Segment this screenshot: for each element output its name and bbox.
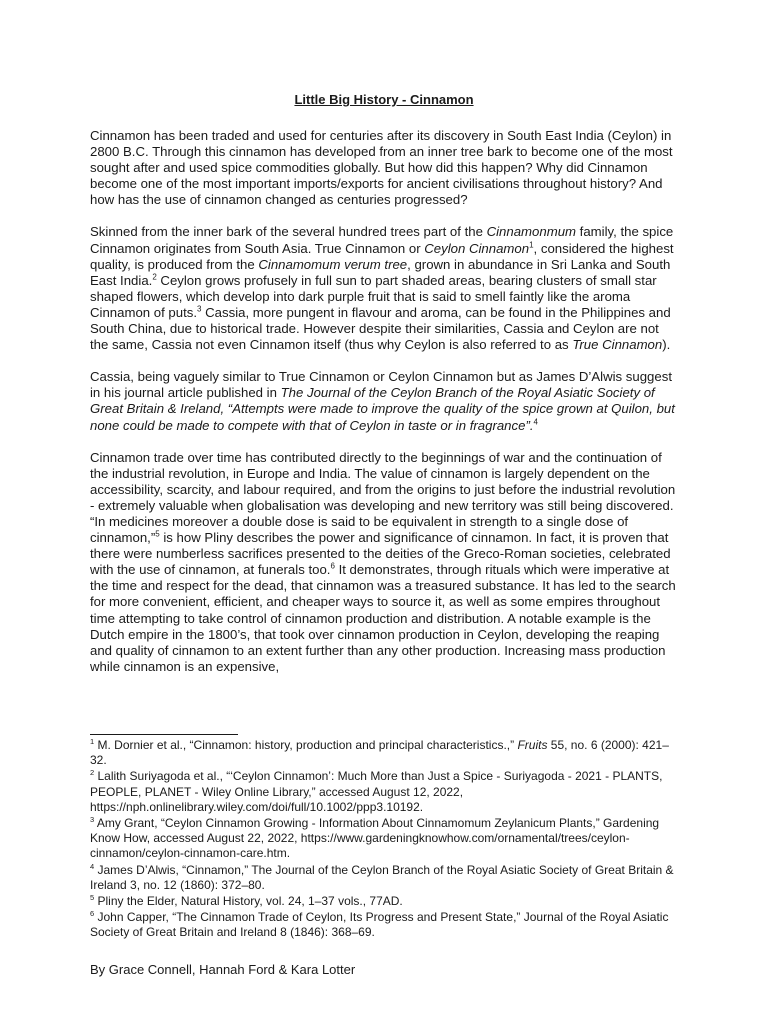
- page-title: Little Big History - Cinnamon: [294, 92, 474, 107]
- footnote: [90, 894, 680, 909]
- footnote-text: John Capper, “The Cinnamon Trade of Ceylon, Its Progress and Present State,” Journal of the Royal Asiatic Society of Great Britain and Ireland 8 (1846): 368–69.: [90, 910, 669, 940]
- footnote-ref-1[interactable]: 1: [529, 240, 534, 250]
- footnote-text: Lalith Suriyagoda et al., “‘Ceylon Cinnamon’: Much More than Just a Spice - Suriyagoda - 2021 - PLANTS, PEOPLE, PLANET - Wiley Online Library,” accessed August 12, 2022, https://nph.onlinelibrary.wiley.com/doi/full/10.1002/ppp3.10192.: [90, 769, 663, 814]
- footnote-text: Amy Grant, “Ceylon Cinnamon Growing - Information About Cinnamomum Zeylanicum Plants,” Gardening Know How, accessed August 22, 2022, https://www.gardeningknowhow.com/ornamental/trees/ceylon-cinnamon/ceylon-cinnamon-care.htm.: [90, 816, 660, 861]
- body-text: [90, 128, 680, 691]
- footnote-text: M. Dornier et al., “Cinnamon: history, production and principal characteristics.,”: [94, 738, 518, 752]
- paragraph-intro: Cinnamon has been traded and used for centuries after its discovery in South East India (Ceylon) in 2800 B.C. Through this cinnamon has developed from an inner tree bark to become one of the most sought after and used spice commodities globally. But how did this happen? Why did Cinnamon become one of the most important imports/exports for ancient civilisations throughout history? And how has the use of cinnamon changed as centuries progressed?: [90, 128, 673, 208]
- authors-line: By Grace Connell, Hannah Ford & Kara Lotter: [90, 962, 356, 977]
- footnote-number: 3: [90, 815, 95, 825]
- footnote-text-italic: Fruits: [517, 738, 548, 752]
- footnote-number: 2: [90, 768, 95, 778]
- paragraph-cassia: [90, 369, 680, 433]
- footnote-number: 5: [90, 893, 95, 903]
- text-run: It demonstrates, through rituals which were imperative at the time and respect for the dead, that cinnamon was a treasured substance. It has led to the search for more convenient, efficient, and cheaper ways to source it, as well as some empires throughout time attempting to take control of cinnamon production and distribution. A notable example is the Dutch empire in the 1800’s, that took over cinnamon production in Ceylon, developing the reaping and quality of cinnamon to an extent further than any other production. Increasing mass production while cinnamon is an expensive,: [90, 562, 676, 674]
- footnote-divider: [90, 734, 238, 735]
- footnote-number: 4: [90, 861, 95, 871]
- text-run: family, the spice Cinnamon originates from South Asia. True Cinnamon or: [90, 224, 674, 256]
- text-run: Cinnamon trade over time has contributed directly to the beginnings of war and the continuation of the industrial revolution, in Europe and India. The value of cinnamon is largely dependent on the accessibility, scarcity, and labour required, and from the origins to just before the industrial revolution - extremely valuable when globalisation was developing and new territory was still being discovered. “In medicines moreover a double dose is said to be equivalent in strength to a single dose of cinnamon,”: [90, 449, 676, 546]
- footnote: [90, 769, 680, 815]
- footnote-text: James D’Alwis, “Cinnamon,” The Journal of the Ceylon Branch of the Royal Asiatic Society of Great Britain & Ireland 3, no. 12 (1860): 372–80.: [90, 862, 674, 892]
- text-run-italic: True Cinnamon: [572, 337, 663, 353]
- footnotes: [90, 738, 680, 942]
- text-run-italic: Cinnamonmum: [486, 224, 577, 240]
- footnote-ref-6[interactable]: 6: [330, 561, 335, 571]
- footnote: [90, 863, 680, 893]
- paragraph-trade: [90, 450, 680, 675]
- text-run-italic: Ceylon Cinnamon: [424, 240, 530, 256]
- footnote-ref-5[interactable]: 5: [155, 529, 160, 539]
- footnote: [90, 738, 680, 768]
- text-run-italic: The Journal of the Ceylon Branch of the Royal Asiatic Society of Great Britain & Ireland, “Attempts were made to improve the quality of the spice grown at Quilon, but none could be made to compete with that of Ceylon in taste or in fragrance”.: [90, 385, 675, 433]
- footnote-ref-2[interactable]: 2: [152, 272, 157, 282]
- text-run: ).: [662, 337, 671, 353]
- text-run: Cassia, more pungent in flavour and aroma, can be found in the Philippines and South China, due to historical trade. However despite their similarities, Cassia and Ceylon are not the same, Cassia not even Cinnamon itself (thus why Ceylon is also referred to as: [90, 304, 671, 353]
- text-run: Skinned from the inner bark of the several hundred trees part of the: [90, 224, 487, 240]
- footnote-text: Pliny the Elder, Natural History, vol. 24, 1–37 vols., 77AD.: [94, 894, 403, 909]
- text-run: , grown in abundance in Sri Lanka and South East India.: [90, 256, 671, 288]
- footnote: [90, 816, 680, 862]
- footnote: [90, 910, 680, 940]
- footnote-number: 6: [90, 909, 95, 919]
- footnote-ref-3[interactable]: 3: [197, 304, 202, 314]
- text-run: is how Pliny describes the power and significance of cinnamon. In fact, it is proven that there were numberless sacrifices presented to the deities of the Greco-Roman societies, celebrated with the use of cinnamon, at funerals too.: [90, 530, 671, 578]
- text-run: Ceylon grows profusely in full sun to part shaded areas, bearing clusters of small star shaped flowers, which develop into dark purple fruit that is said to smell faintly like the aroma Cinnamon of puts.: [90, 272, 657, 320]
- text-run: , considered the highest quality, is produced from the: [90, 240, 674, 272]
- footnote-text: 55, no. 6 (2000): 421–32.: [90, 738, 669, 768]
- paragraph-origin: [90, 224, 680, 353]
- footnote-ref-4[interactable]: 4: [533, 417, 538, 427]
- text-run-italic: Cinnamomum verum tree: [258, 256, 408, 272]
- text-run: Cassia, being vaguely similar to True Cinnamon or Ceylon Cinnamon but as James D’Alwis suggest in his journal article published in: [90, 369, 672, 401]
- footnote-number: 1: [90, 737, 95, 746]
